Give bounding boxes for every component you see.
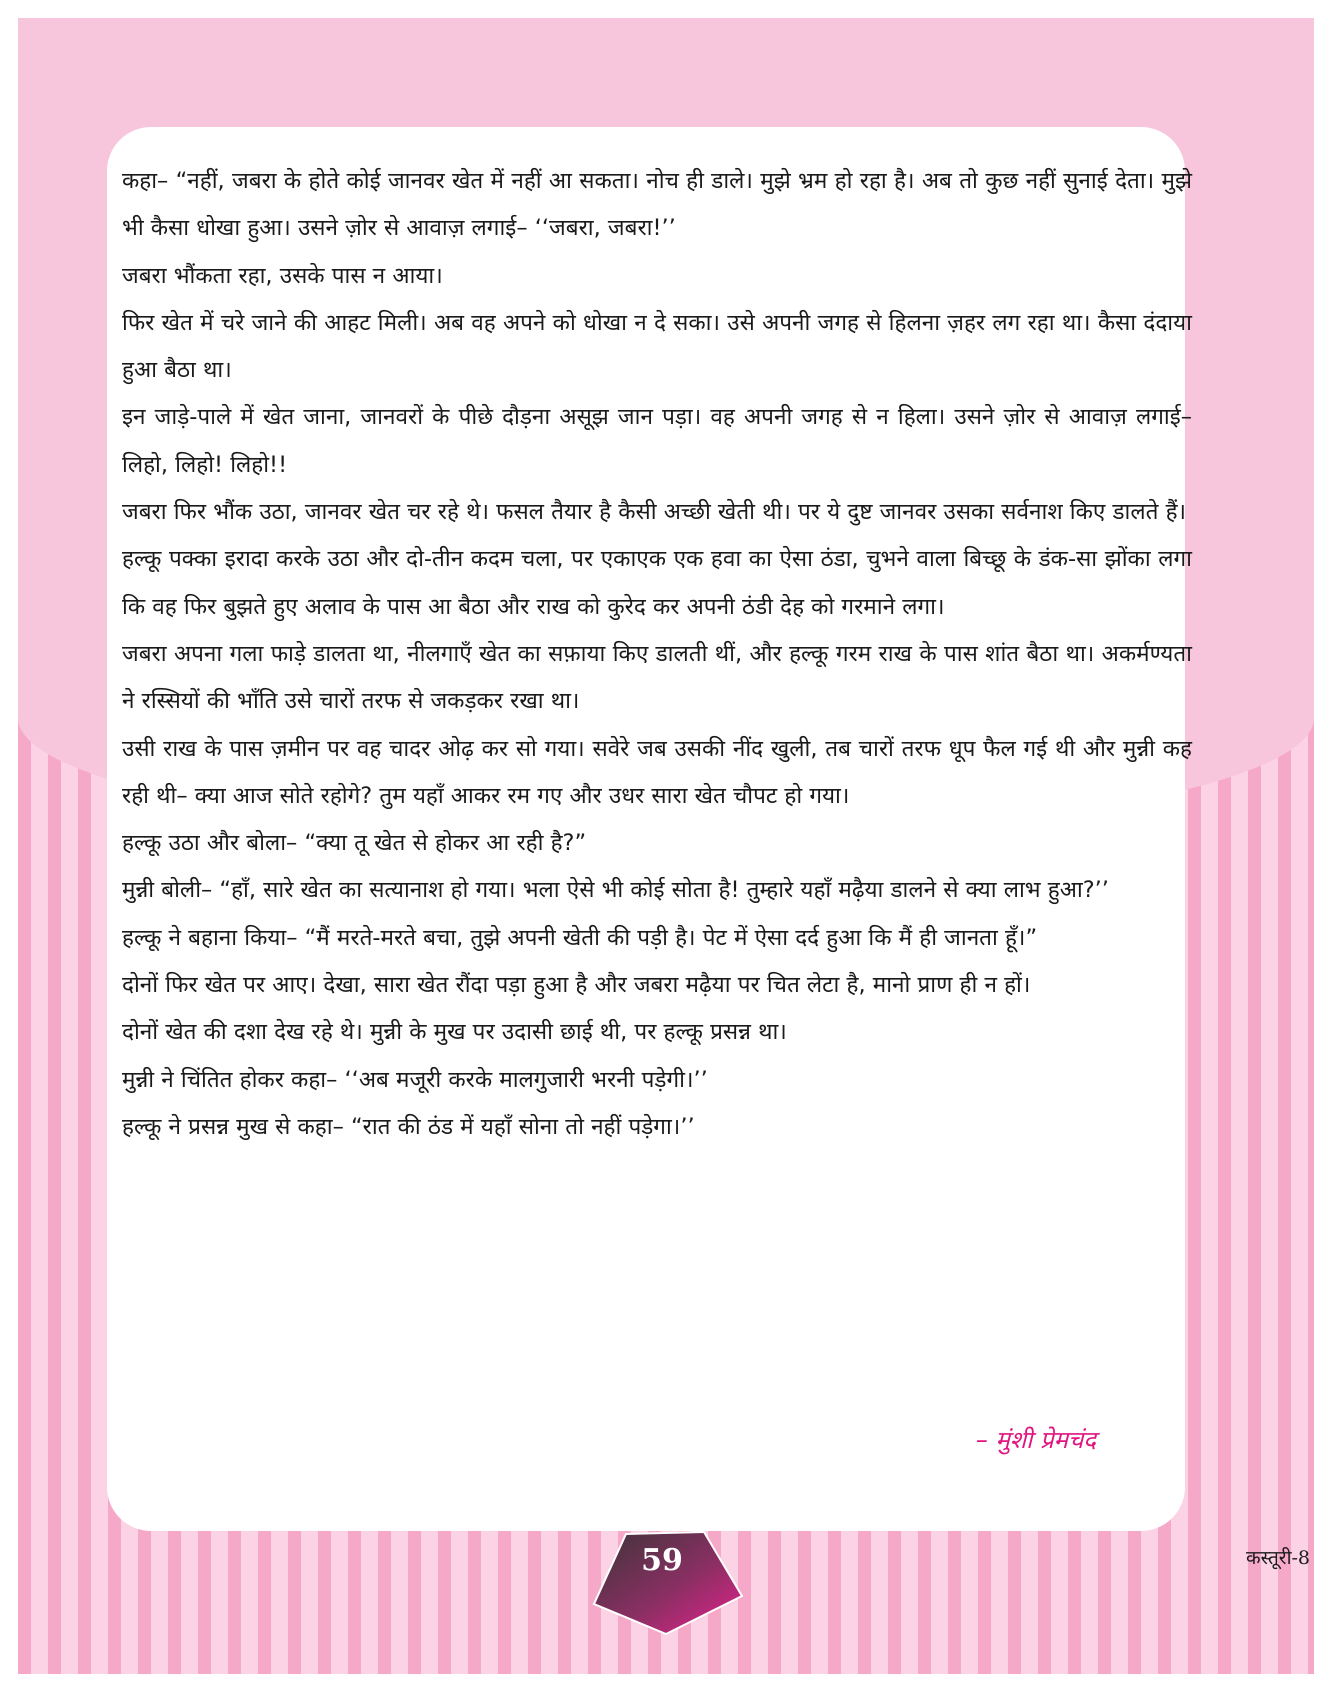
paragraph: मुन्नी बोली– “हाँ, सारे खेत का सत्यानाश हो गया। भला ऐसे भी कोई सोता है! तुम्हारे यहाँ मढ़ैया डालने से क्या लाभ हुआ?’’ (122, 877, 1109, 904)
paragraph: इन जाड़े-पाले में खेत जाना, जानवरों के पीछे दौड़ना असूझ जान पड़ा। वह अपनी जगह से न हिला। उसने ज़ोर से आवाज़ लगाई– लिहो, लिहो! लिहो!! (122, 404, 1192, 478)
page-number-badge (592, 1530, 744, 1638)
page-number: 59 (641, 1543, 683, 1578)
paragraph: हल्कू पक्का इरादा करके उठा और दो-तीन कदम चला, पर एकाएक एक हवा का ऐसा ठंडा, चुभने वाला बिच्छू के डंक-सा झोंका लगा कि वह फिर बुझते हुए अलाव के पास आ बैठा और राख को कुरेद कर अपनी ठंडी देह को गरमाने लगा। (122, 546, 1192, 620)
paragraph: जबरा फिर भौंक उठा, जानवर खेत चर रहे थे। फसल तैयार है कैसी अच्छी खेती थी। पर ये दुष्ट जानवर उसका सर्वनाश किए डालते हैं। (122, 499, 1187, 526)
book-name: कस्तूरी-8 (1245, 1547, 1310, 1569)
paragraph: हल्कू उठा और बोला– “क्या तू खेत से होकर आ रही है?” (122, 830, 587, 857)
paragraph: हल्कू ने प्रसन्न मुख से कहा– “रात की ठंड में यहाँ सोना तो नहीं पड़ेगा।’’ (122, 1113, 695, 1140)
paragraph: कहा– “नहीं, जबरा के होते कोई जानवर खेत में नहीं आ सकता। नोच ही डाले। मुझे भ्रम हो रहा है। अब तो कुछ नहीं सुनाई देता। मुझे भी कैसा धोखा हुआ। उसने ज़ोर से आवाज़ लगाई– ‘‘जबरा, जबरा!’’ (122, 168, 1192, 242)
story-text (122, 158, 1192, 1151)
paragraph: दोनों खेत की दशा देख रहे थे। मुन्नी के मुख पर उदासी छाई थी, पर हल्कू प्रसन्न था। (122, 1019, 787, 1046)
paragraph: हल्कू ने बहाना किया– “मैं मरते-मरते बचा, तुझे अपनी खेती की पड़ी है। पेट में ऐसा दर्द हुआ कि मैं ही जानता हूँ।” (122, 924, 1038, 951)
paragraph: फिर खेत में चरे जाने की आहट मिली। अब वह अपने को धोखा न दे सका। उसे अपनी जगह से हिलना ज़हर लग रहा था। कैसा दंदाया हुआ बैठा था। (122, 309, 1192, 384)
paragraph: जबरा भौंकता रहा, उसके पास न आया। (122, 262, 443, 289)
paragraph: जबरा अपना गला फाड़े डालता था, नीलगाएँ खेत का सफ़ाया किए डालती थीं, और हल्कू गरम राख के पास शांत बैठा था। अकर्मण्यता ने रस्सियों की भाँति उसे चारों तरफ से जकड़कर रखा था। (122, 640, 1192, 715)
paragraph: उसी राख के पास ज़मीन पर वह चादर ओढ़ कर सो गया। सवेरे जब उसकी नींद खुली, तब चारों तरफ धूप फैल गई थी और मुन्नी कह रही थी– क्या आज सोते रहोगे? तुम यहाँ आकर रम गए और उधर सारा खेत चौपट हो गया। (122, 735, 1192, 809)
author-credit: – मुंशी प्रेमचंद (975, 1426, 1096, 1454)
paragraph: मुन्नी ने चिंतित होकर कहा– ‘‘अब मजूरी करके मालगुजारी भरनी पड़ेगी।’’ (122, 1066, 708, 1093)
paragraph: दोनों फिर खेत पर आए। देखा, सारा खेत रौंदा पड़ा हुआ है और जबरा मढ़ैया पर चित लेटा है, मानो प्राण ही न हों। (122, 972, 1031, 999)
